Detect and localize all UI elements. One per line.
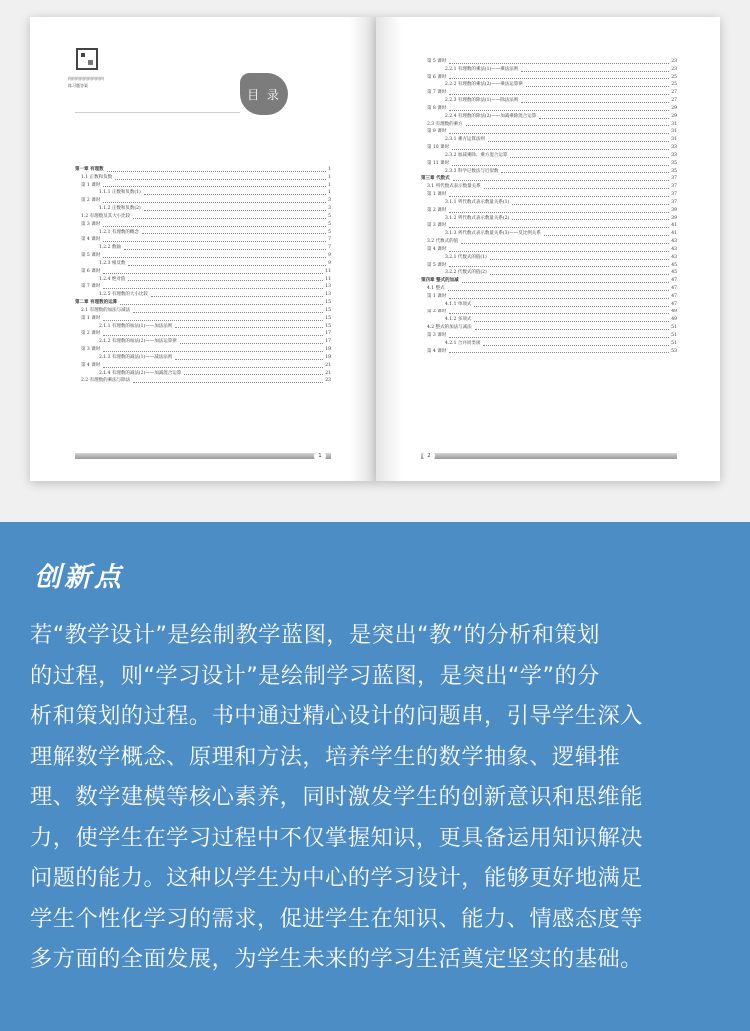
toc-entry: [75, 260, 331, 268]
toc-entry-title: 1.2.4 绝对值: [99, 276, 126, 282]
toc-entry-page: 35: [671, 160, 677, 166]
toc-entry-page: 41: [671, 231, 677, 237]
toc-dot-leader: [103, 367, 323, 368]
toc-entry: [421, 152, 677, 160]
toc-entry-title: 4.1.1 单项式: [445, 301, 472, 307]
toc-entry-title: 第 5 课时: [81, 253, 101, 259]
toc-entry: [421, 207, 677, 215]
toc-entry: [75, 370, 331, 378]
toc-entry: [75, 323, 331, 331]
toc-entry-page: 5: [328, 229, 331, 235]
toc-entry-page: 47: [671, 286, 677, 291]
toc-entry-title: 1.1 正数和负数: [81, 174, 113, 180]
toc-dot-leader: [474, 306, 669, 307]
toc-entry-title: 2.2.3 有理数的除法(1)——除法法则: [445, 98, 519, 104]
toc-entry: [75, 205, 331, 213]
toc-entry: [75, 252, 331, 260]
toc-entry-page: 47: [671, 301, 677, 307]
toc-dot-leader: [449, 133, 669, 134]
toc-entry-title: 2.3.2 加减乘除、乘方混合运算: [445, 152, 508, 158]
toc-entry: [421, 277, 677, 285]
toc-entry-page: 39: [671, 207, 677, 213]
toc-entry-title: 第 4 课时: [81, 237, 101, 243]
toc-entry-title: 3.2.1 代数式的值(1): [445, 254, 487, 260]
toc-dot-leader: [449, 313, 669, 314]
toc-entry: [421, 105, 677, 113]
toc-entry-title: 2.3.1 乘方运算法则: [445, 137, 485, 143]
toc-entry: [75, 244, 331, 252]
toc-dot-leader: [453, 180, 670, 181]
toc-entry-page: 17: [325, 339, 331, 345]
toc-entry-page: 43: [671, 246, 677, 252]
right-footer-bar: [421, 453, 677, 459]
toc-entry-page: 51: [671, 332, 677, 338]
toc-entry: [75, 229, 331, 237]
left-footer-bar: [75, 453, 331, 459]
toc-dot-leader: [474, 321, 669, 322]
toc-entry-page: 7: [328, 237, 331, 243]
toc-entry-page: 1: [328, 166, 331, 172]
toc-entry: [421, 160, 677, 168]
toc-dot-leader: [180, 343, 324, 344]
toc-entry-page: 27: [671, 90, 677, 96]
toc-entry-page: 21: [325, 370, 331, 376]
toc-entry-title: 4.1 整式: [427, 286, 445, 291]
toc-entry-title: 第 9 课时: [427, 129, 447, 135]
toc-entry-page: 33: [671, 145, 677, 151]
toc-entry-title: 2.1.2 有理数的加法(2)——加法运算律: [99, 339, 177, 345]
toc-entry-page: 1: [328, 182, 331, 188]
toc-entry-page: 51: [671, 340, 677, 346]
toc-dot-leader: [103, 288, 323, 289]
toc-dot-leader: [490, 259, 670, 260]
toc-dot-leader: [449, 110, 669, 111]
toc-entry-title: 第 2 课时: [81, 331, 101, 337]
toc-entry-page: 11: [325, 276, 331, 282]
toc-entry-title: 第 6 课时: [81, 268, 101, 274]
toc-entry-title: 1.2.2 数轴: [99, 245, 121, 251]
toc-entry: [75, 166, 331, 174]
toc-entry-title: 第 4 课时: [81, 362, 101, 368]
toc-dot-leader: [512, 204, 669, 205]
toc-entry-page: 9: [328, 253, 331, 259]
toc-dot-leader: [449, 251, 669, 252]
toc-entry-title: 2.1.3 有理数的减法(1)——减法法则: [99, 354, 173, 360]
toc-entry: [75, 189, 331, 197]
toc-entry-page: 29: [671, 113, 677, 119]
toc-dot-leader: [544, 235, 670, 236]
toc-dot-leader: [103, 273, 323, 274]
toc-entry-title: 第 1 课时: [427, 293, 447, 299]
toc-dot-leader: [449, 63, 669, 64]
body-line: 问题的能力。这种以学生为中心的学习设计，能够更好地满足: [30, 865, 643, 891]
toc-dot-leader: [449, 352, 669, 353]
toc-entry-title: 4.2.1 合并同类项: [445, 340, 481, 346]
body-line: 若“教学设计”是绘制教学蓝图，是突出“教”的分析和策划: [30, 622, 600, 648]
toc-entry-page: 47: [671, 278, 677, 284]
toc-dot-leader: [521, 102, 669, 103]
toc-entry-title: 2.1 有理数的加法与减法: [81, 307, 131, 313]
toc-entry-page: 31: [671, 129, 677, 135]
toc-entry-page: 47: [671, 293, 677, 299]
toc-entry-page: 37: [671, 176, 677, 182]
toc-entry-page: 3: [328, 198, 331, 204]
toc-dot-leader: [510, 157, 669, 158]
page-gutter-shadow: [376, 17, 402, 481]
toc-entry: [75, 236, 331, 244]
toc-entry-page: 37: [671, 184, 677, 190]
body-line: 学生个性化学习的需求，促进学生在知识、能力、情感态度等: [30, 905, 643, 932]
toc-dot-leader: [133, 382, 323, 383]
toc-entry-title: 2.1.1 有理数的加法(1)——加法法则: [99, 323, 173, 329]
toc-entry: [75, 346, 331, 354]
toc-entry-page: 43: [671, 254, 677, 260]
toc-entry: [421, 309, 677, 317]
section-body: [30, 615, 727, 980]
toc-entry-title: 第 3 课时: [81, 347, 101, 353]
toc-entry-page: 49: [671, 317, 677, 323]
toc-entry-title: 第 7 课时: [81, 284, 101, 290]
toc-entry-page: 31: [671, 121, 677, 127]
toc-entry-title: 第 4 课时: [427, 246, 447, 252]
toc-entry-page: 45: [671, 262, 677, 268]
toc-entry-page: 13: [325, 284, 331, 290]
toc-entry: [421, 301, 677, 309]
toc-entry-page: 1: [328, 174, 331, 180]
toc-dot-leader: [449, 94, 669, 95]
toc-entry: [421, 238, 677, 246]
toc-entry: [421, 230, 677, 238]
toc-entry-title: 第 1 课时: [81, 182, 101, 188]
toc-dot-leader: [521, 71, 669, 72]
toc-dot-leader: [103, 226, 326, 227]
toc-entry: [421, 348, 677, 356]
toc-entry: [75, 315, 331, 323]
toc-entry-title: 2.2.1 有理数的乘法(1)——乘法法则: [445, 66, 519, 72]
toc-entry-page: 43: [671, 239, 677, 245]
toc-dot-leader: [133, 218, 326, 219]
toc-entry-page: 19: [325, 354, 331, 360]
toc-dot-leader: [128, 280, 323, 281]
toc-entry-title: 第 1 课时: [81, 315, 101, 321]
right-page-number: 2: [423, 450, 435, 462]
toc-entry: [421, 144, 677, 152]
toc-entry-page: 23: [671, 66, 677, 72]
toc-dot-leader: [512, 219, 669, 220]
toc-dot-leader: [133, 312, 323, 313]
toc-entry: [421, 285, 677, 293]
toc-entry: [421, 324, 677, 332]
toc-entry: [75, 213, 331, 221]
toc-entry-title: 4.1.2 多项式: [445, 317, 472, 323]
toc-entry-page: 19: [325, 347, 331, 353]
toc-dot-leader: [103, 241, 326, 242]
toc-entry-title: 第三章 代数式: [421, 176, 450, 182]
toc-entry-title: 1.2.1 有理数的概念: [99, 229, 139, 235]
toc-entry-title: 4.2 整式的加法与减法: [427, 325, 472, 331]
toc-entry-title: 1.2.3 相反数: [99, 260, 126, 266]
toc-entry-title: 第 10 课时: [427, 145, 450, 151]
toc-entry: [75, 377, 331, 385]
body-line: 力，使学生在学习过程中不仅掌握知识，更具备运用知识解决: [30, 824, 643, 851]
toc-entry-title: 第 3 课时: [427, 223, 447, 229]
toc-entry: [75, 182, 331, 190]
toc-entry-page: 45: [671, 270, 677, 276]
toc-entry-title: 第 6 课时: [427, 74, 447, 80]
toc-entry-page: 31: [671, 137, 677, 143]
toc-entry: [421, 262, 677, 270]
toc-entry: [75, 354, 331, 362]
toc-entry: [421, 121, 677, 129]
toc-entry: [421, 74, 677, 82]
toc-dot-leader: [466, 125, 670, 126]
toc-entry: [421, 89, 677, 97]
toc-entry-title: 2.1.4 有理数的减法(2)——加减混合运算: [99, 370, 182, 376]
toc-entry-title: 3.1.1 列代数式表示数量关系(1): [445, 199, 510, 205]
toc-entry: [421, 136, 677, 144]
toc-entry-title: 第 2 课时: [81, 198, 101, 204]
toc-entry-page: 39: [671, 215, 677, 221]
toc-entry: [75, 283, 331, 291]
body-line: 析和策划的过程。书中通过精心设计的问题串，引导学生深入: [30, 703, 643, 729]
toc-entry: [421, 215, 677, 223]
toc-entry-title: 第 4 课时: [427, 348, 447, 354]
toc-entry-page: 15: [325, 300, 331, 306]
toc-entry-page: 37: [671, 192, 677, 198]
toc-entry-page: 7: [328, 245, 331, 251]
toc-dot-leader: [449, 266, 669, 267]
toc-entry: [421, 332, 677, 340]
toc-entry-page: 15: [325, 323, 331, 329]
toc-dot-leader: [103, 320, 323, 321]
toc-entry: [75, 330, 331, 338]
toc-dot-leader: [452, 165, 669, 166]
toc-dot-leader: [449, 212, 669, 213]
toc-dot-leader: [103, 257, 326, 258]
toc-entry-title: 1.1.2 正数和负数(2): [99, 206, 141, 212]
toc-entry-title: 第 3 课时: [427, 332, 447, 338]
toc-entry: [75, 276, 331, 284]
toc-dot-leader: [120, 304, 323, 305]
toc-dot-leader: [142, 233, 326, 234]
toc-entry-title: 第一章 有理数: [75, 166, 104, 172]
toc-entry-page: 41: [671, 223, 677, 229]
toc-entry: [421, 246, 677, 254]
toc-entry-title: 1.2 有理数及其大小比较: [81, 213, 131, 219]
toc-entry-title: 2.2 有理数的乘法与除法: [81, 378, 131, 384]
toc-dot-leader: [449, 196, 669, 197]
toc-entry: [421, 128, 677, 136]
toc-entry-title: 第 1 课时: [427, 192, 447, 198]
toc-entry-page: 11: [325, 268, 331, 274]
toc-dot-leader: [462, 282, 670, 283]
toc-entry: [75, 197, 331, 205]
toc-entry-page: 27: [671, 98, 677, 104]
toc-dot-leader: [151, 296, 323, 297]
toc-entry: [75, 307, 331, 315]
toc-entry: [421, 175, 677, 183]
toc-dot-leader: [175, 327, 323, 328]
toc-entry: [421, 81, 677, 89]
toc-entry-title: 2.3 有理数的乘方: [427, 121, 463, 127]
toc-dot-leader: [103, 351, 323, 352]
toc-dot-leader: [490, 274, 670, 275]
toc-dot-leader: [449, 298, 669, 299]
toc-entry: [75, 221, 331, 229]
toc-dot-leader: [448, 290, 670, 291]
toc-entry-page: 5: [328, 221, 331, 227]
page-gutter-shadow: [350, 17, 376, 481]
body-line: 多方面的全面发展，为学生未来的学习生活奠定坚实的基础。: [30, 946, 643, 972]
toc-dot-leader: [103, 335, 323, 336]
left-toc-list: [75, 166, 331, 385]
toc-dot-leader: [449, 227, 669, 228]
toc-entry: [75, 291, 331, 299]
qr-code-icon: [76, 48, 98, 70]
toc-entry-page: 15: [325, 315, 331, 321]
toc-entry: [421, 97, 677, 105]
toc-entry: [421, 316, 677, 324]
toc-dot-leader: [526, 86, 670, 87]
toc-dot-leader: [475, 329, 670, 330]
toc-entry: [75, 174, 331, 182]
toc-entry: [421, 269, 677, 277]
innovation-section: [0, 522, 750, 1031]
toc-entry: [75, 338, 331, 346]
toc-entry: [421, 340, 677, 348]
toc-entry-title: 2.3.3 科学记数法与近似数: [445, 168, 499, 174]
toc-entry: [421, 113, 677, 121]
toc-entry: [421, 168, 677, 176]
toc-entry-title: 第 3 课时: [81, 221, 101, 227]
toc-dot-leader: [484, 188, 670, 189]
toc-entry-page: 37: [671, 199, 677, 205]
toc-entry-title: 第 5 课时: [427, 58, 447, 64]
toc-entry-page: 9: [328, 260, 331, 266]
right-toc-list: [421, 58, 677, 355]
toc-entry-page: 51: [671, 325, 677, 331]
body-line: 的过程，则“学习设计”是绘制学习蓝图，是突出“学”的分: [30, 662, 600, 689]
toc-entry-title: 2.2.2 有理数的乘法(2)——乘法运算律: [445, 82, 523, 88]
toc-dot-leader: [184, 374, 323, 375]
toc-entry-title: 3.2.2 代数式的值(2): [445, 270, 487, 276]
toc-dot-leader: [103, 186, 326, 187]
toc-dot-leader: [175, 359, 323, 360]
toc-entry: [75, 299, 331, 307]
toc-dot-leader: [107, 171, 327, 172]
toc-dot-leader: [144, 210, 326, 211]
header-rule: [75, 112, 240, 113]
toc-dot-leader: [488, 141, 669, 142]
toc-dot-leader: [103, 202, 326, 203]
toc-entry-page: 25: [671, 82, 677, 88]
toc-dot-leader: [539, 118, 669, 119]
toc-dot-leader: [449, 78, 669, 79]
toc-dot-leader: [449, 337, 669, 338]
toc-entry: [75, 362, 331, 370]
book-subtitle: 练习题答案: [68, 83, 88, 88]
toc-entry-title: 第二章 有理数的运算: [75, 300, 118, 306]
toc-dot-leader: [115, 179, 326, 180]
section-title: 创新点: [34, 562, 124, 593]
toc-entry-page: 15: [325, 307, 331, 313]
toc-entry-page: 33: [671, 152, 677, 158]
toc-dot-leader: [483, 345, 669, 346]
toc-entry-title: 3.1.2 列代数式表示数量关系(2): [445, 215, 510, 221]
toc-entry-page: 3: [328, 206, 331, 212]
toc-entry-title: 3.1.3 列代数式表示数量关系(3)——反比例关系: [445, 231, 541, 237]
toc-entry: [421, 254, 677, 262]
toc-title-tab: 目 录: [240, 73, 288, 115]
toc-entry: [75, 268, 331, 276]
publisher-line: 何何何何何何何何何: [68, 76, 104, 81]
toc-entry-title: 第 11 课时: [427, 160, 450, 166]
toc-entry-page: 35: [671, 168, 677, 174]
toc-entry-page: 13: [325, 292, 331, 298]
toc-dot-leader: [461, 243, 669, 244]
toc-entry-page: 1: [328, 190, 331, 196]
toc-entry-page: 49: [671, 309, 677, 315]
toc-dot-leader: [144, 194, 326, 195]
toc-dot-leader: [452, 149, 669, 150]
toc-entry: [421, 293, 677, 301]
toc-entry: [421, 199, 677, 207]
toc-entry-page: 29: [671, 105, 677, 111]
toc-entry: [421, 191, 677, 199]
toc-entry: [421, 66, 677, 74]
toc-dot-leader: [128, 265, 326, 266]
toc-entry-title: 1.2.5 有理数的大小比较: [99, 292, 148, 298]
toc-entry: [421, 222, 677, 230]
toc-entry-page: 23: [671, 58, 677, 64]
toc-entry-title: 第四章 整式的加减: [421, 278, 459, 284]
toc-entry-page: 21: [325, 362, 331, 368]
toc-entry-title: 3.2 代数式的值: [427, 239, 459, 245]
toc-entry-title: 3.1 列代数式表示数量关系: [427, 184, 481, 190]
toc-entry: [421, 183, 677, 191]
toc-entry-page: 5: [328, 213, 331, 219]
left-page-number: 1: [314, 450, 326, 462]
toc-entry-page: 53: [671, 348, 677, 354]
toc-entry-page: 25: [671, 74, 677, 80]
toc-dot-leader: [124, 249, 326, 250]
toc-entry-title: 第 2 课时: [427, 309, 447, 315]
toc-entry-title: 第 7 课时: [427, 90, 447, 96]
toc-entry-title: 第 8 课时: [427, 105, 447, 111]
toc-entry: [421, 58, 677, 66]
toc-dot-leader: [501, 172, 669, 173]
body-line: 理、数学建模等核心素养，同时激发学生的创新意识和思维能: [30, 784, 643, 810]
toc-entry-title: 1.1.1 正数和负数(1): [99, 190, 141, 196]
body-line: 理解数学概念、原理和方法，培养学生的数学抽象、逻辑推: [30, 743, 621, 770]
toc-entry-page: 17: [325, 331, 331, 337]
toc-entry-title: 第 5 课时: [427, 262, 447, 268]
toc-entry-title: 第 2 课时: [427, 207, 447, 213]
toc-entry-title: 2.2.4 有理数的除法(2)——加减乘除混合运算: [445, 113, 537, 119]
toc-entry-page: 23: [325, 378, 331, 384]
